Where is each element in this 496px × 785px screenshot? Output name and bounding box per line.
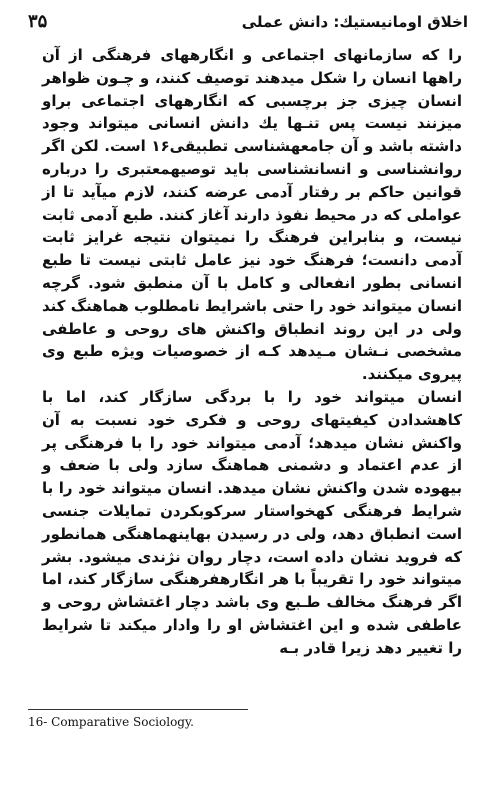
paragraph-1: را که سازمانهای اجتماعی و انگارههای فرهنگی از آن راهها انسان را شکل میدهند توصیف کنند، و چـون ظواهر انسان چیزی جز برچسبی که انگارههای اجتماعی براو میزنند نیست پس تنـها یك دانش انسانی میتواند وجود داشته باشد و آن جامعهشناسی تطبیقی۱۶ است. لکن اگر روانشناسی و انسانشناسی باید توصیهمعتبری را درباره قوانین حاکم بر رفتار آدمی عرضه کنند، لازم میآید تا از عواملی که در محیط نفوذ دارند آغاز کنند. طبع آدمی ثابت نیست، و بنابراین فرهنگ را نمیتوان نتیجه غرایز ثابت آدمی دانست؛ فرهنگ خود نیز عامل ثابتی نیست تا طبع انسانی بطور انفعالی و کامل با آن منطبق شود. گرچه انسان میتواند خود را حتی باشرایط نامطلوب هماهنگ کند ولی در این روند انطباق واکنش های روحی و عاطفی مشخصی نـشان مـیدهد کـه از خصوصیات ویژه طبع وی پیروی میکنند. (42, 46, 462, 384)
page-header (28, 8, 468, 36)
body-text (42, 44, 462, 660)
paragraph-2: انسان میتواند خود را با بردگی سازگار کند، اما با کاهشدادن کیفیتهای روحی و فکری خود نسبت به آن واکنش نشان میدهد؛ آدمی میتواند خود را با فرهنگی پر از عدم اعتماد و دشمنی هماهنگ سازد ولی با ضعف و بیهوده شدن واکنش نشان میدهد. انسان میتواند خود را با شرایط فرهنگی کهخواستار سرکوبکردن تمایلات جنسی است انطباق دهد، ولی در رسیدن بهاینهماهنگی همانطور که فروید نشان داده است، دچار روان نژندی میشود. بشر میتواند خود را تقریباً با هر انگارهفرهنگی سازگار کند، اما اگر فرهنگ مخالف طـبع وی باشد دچار اغتشاش روحی و عاطفی شده و این اغتشاش او را وادار میکند تا شرایط را تغییر دهد زیرا قادر بـه (42, 387, 462, 657)
footnote: 16- Comparative Sociology. (28, 715, 194, 729)
page-number: ۳۵ (28, 11, 48, 32)
footnote-divider (28, 709, 248, 710)
running-title: اخلاق اومانیستیك: دانش عملی (241, 13, 468, 31)
